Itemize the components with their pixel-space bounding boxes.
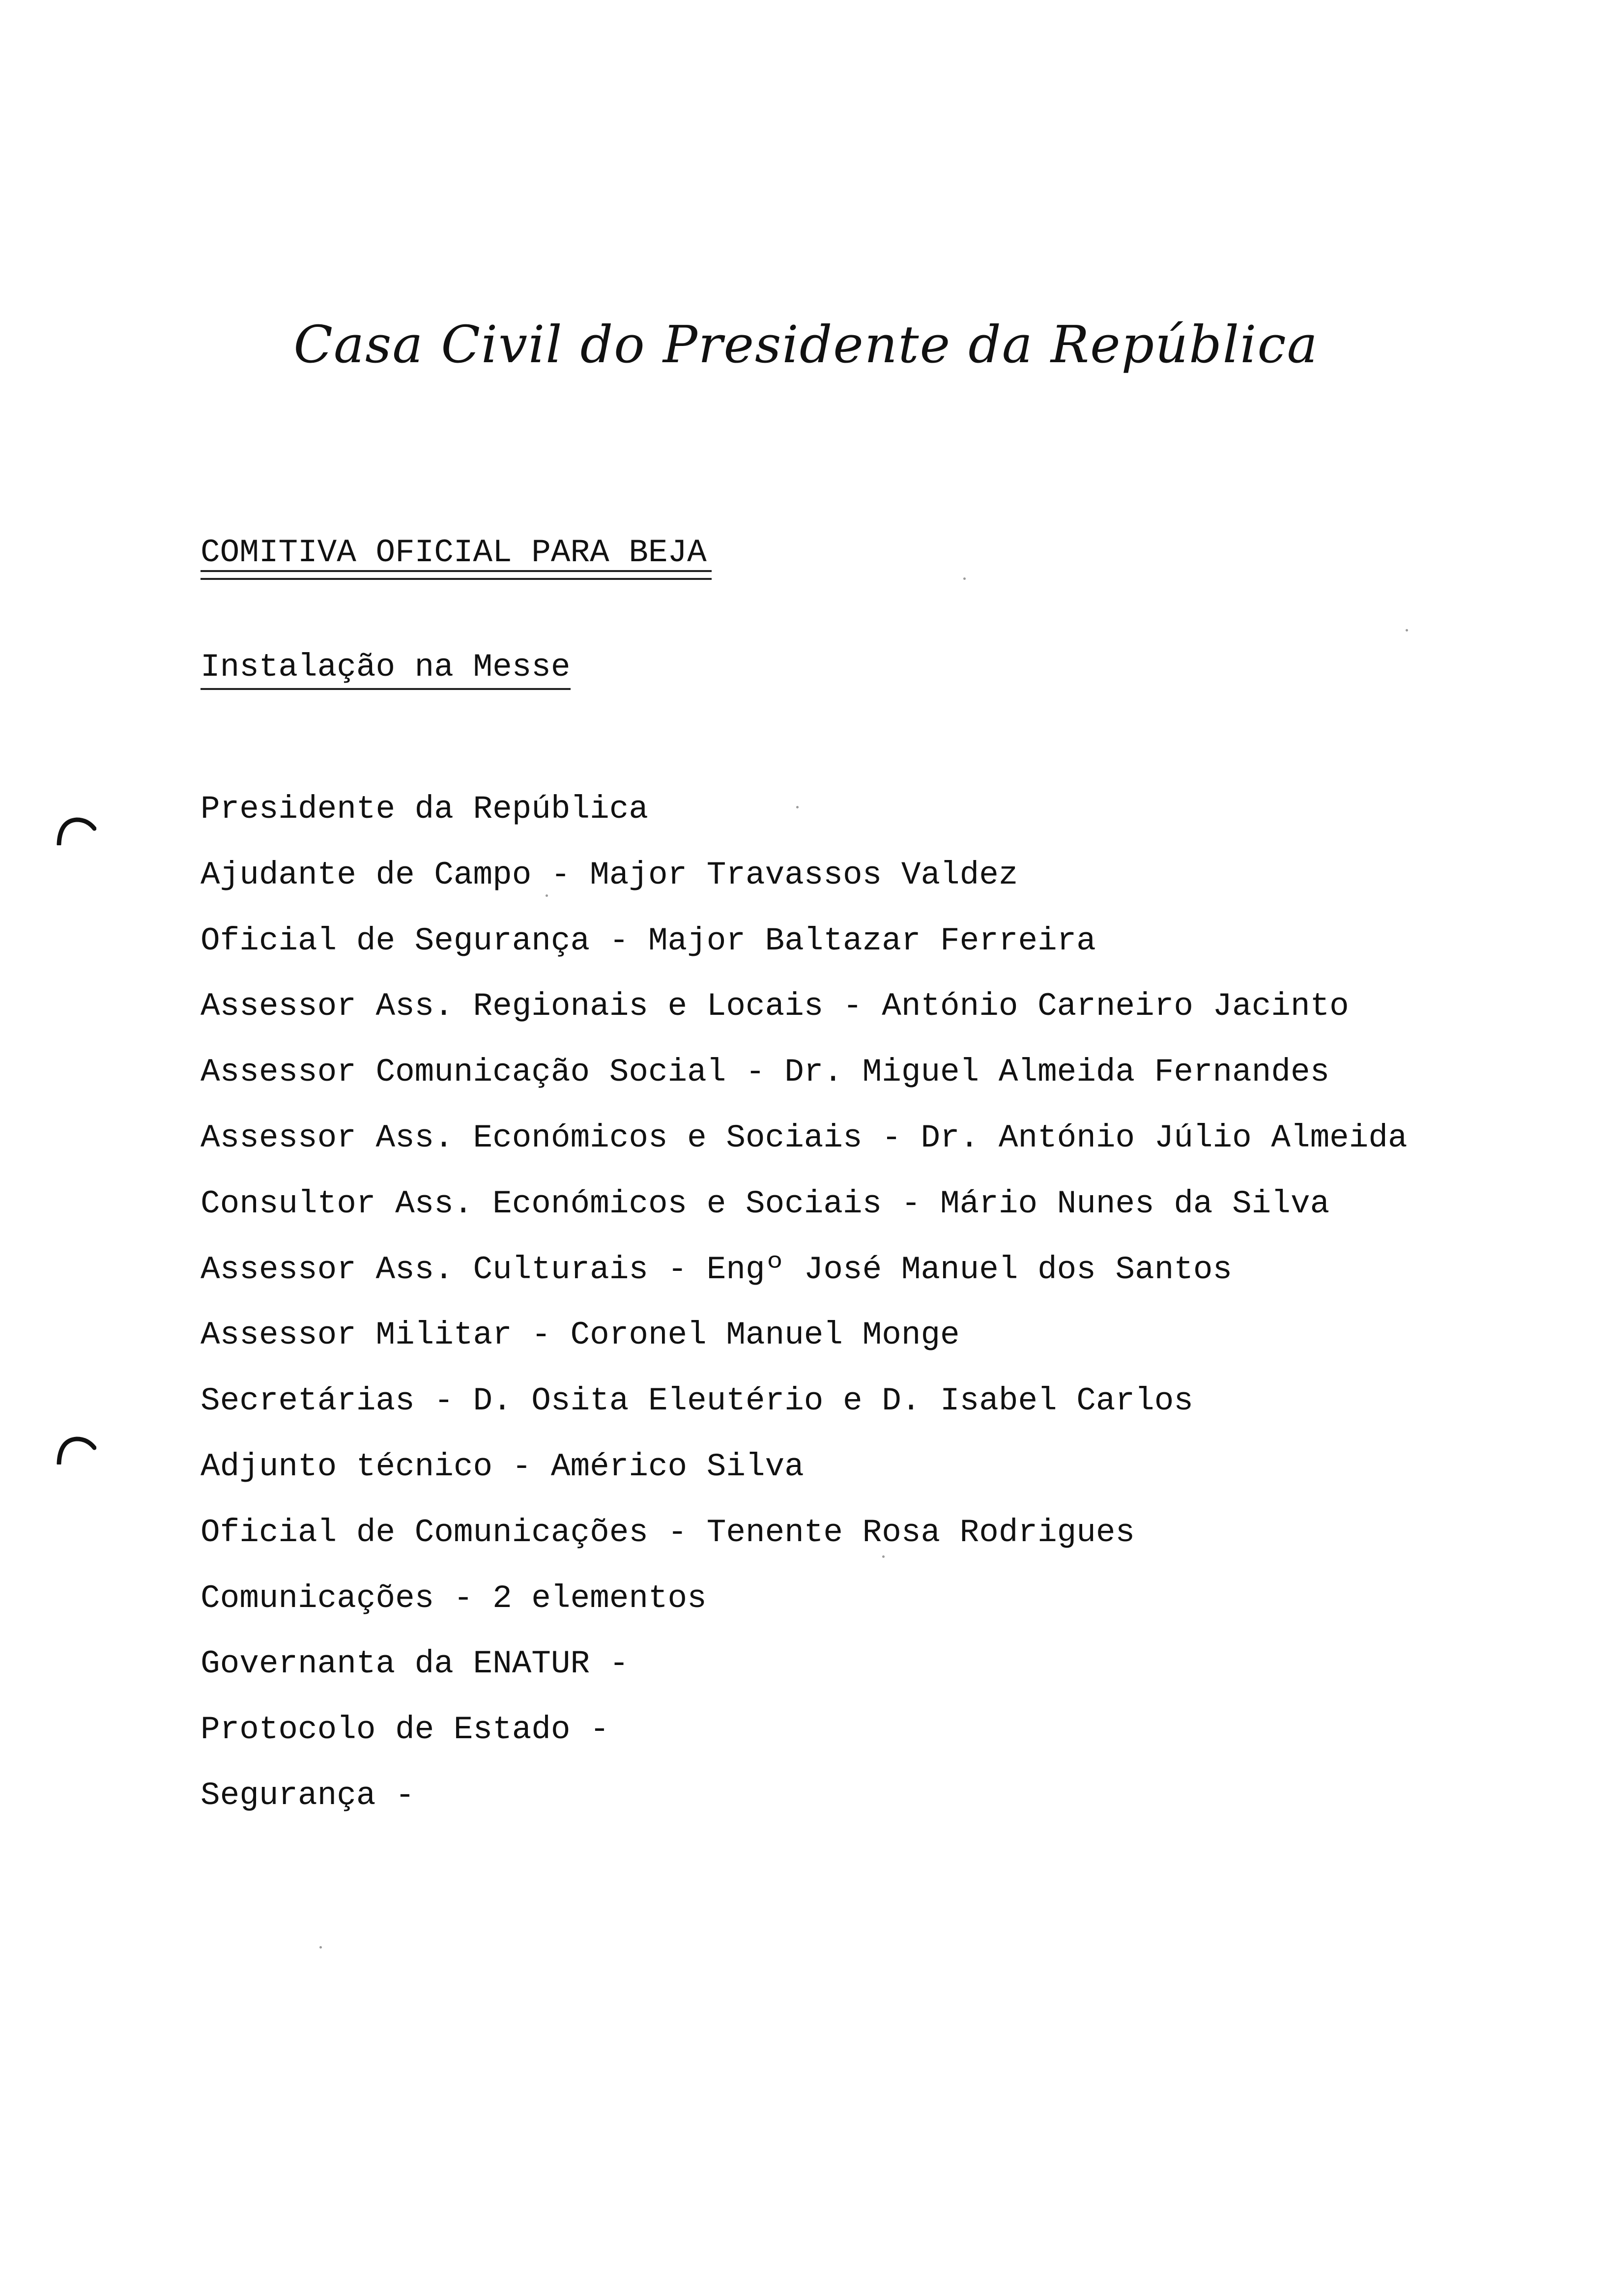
paper-speck — [796, 806, 799, 808]
list-item: Adjunto técnico - Américo Silva — [201, 1448, 804, 1485]
list-item: Assessor Ass. Culturais - Engº José Manuel dos Santos — [201, 1251, 1233, 1288]
list-item: Ajudante de Campo - Major Travassos Valdez — [201, 856, 1018, 893]
punch-hole-mark-bottom — [55, 1435, 96, 1464]
paper-speck — [963, 577, 966, 580]
paper-speck — [319, 1946, 322, 1949]
list-item: Secretárias - D. Osita Eleutério e D. Isabel Carlos — [201, 1382, 1193, 1420]
list-item: Comunicações - 2 elementos — [201, 1579, 707, 1617]
section-heading: Instalação na Messe — [201, 648, 571, 690]
punch-hole-mark-top — [55, 816, 96, 845]
list-item: Assessor Militar - Coronel Manuel Monge — [201, 1317, 960, 1354]
delegation-list — [201, 776, 1408, 1829]
paper-speck — [1406, 629, 1408, 631]
letterhead: Casa Civil do Presidente da República — [293, 315, 1319, 374]
list-item: Oficial de Comunicações - Tenente Rosa Rodrigues — [201, 1514, 1135, 1551]
list-item: Consultor Ass. Económicos e Sociais - Mário Nunes da Silva — [201, 1185, 1330, 1222]
paper-speck — [882, 1555, 885, 1558]
list-item: Protocolo de Estado - — [201, 1711, 609, 1749]
list-item: Segurança - — [201, 1777, 415, 1814]
paper-speck — [546, 894, 548, 897]
document-title: COMITIVA OFICIAL PARA BEJA — [201, 534, 707, 571]
list-item: Assessor Ass. Regionais e Locais - António Carneiro Jacinto — [201, 988, 1349, 1025]
list-item: Assessor Comunicação Social - Dr. Miguel Almeida Fernandes — [201, 1054, 1330, 1091]
list-item: Assessor Ass. Económicos e Sociais - Dr. António Júlio Almeida — [201, 1119, 1408, 1156]
title-double-underline — [201, 570, 712, 580]
list-item: Presidente da República — [201, 791, 648, 828]
list-item: Oficial de Segurança - Major Baltazar Ferreira — [201, 922, 1096, 959]
list-item: Governanta da ENATUR - — [201, 1645, 629, 1683]
